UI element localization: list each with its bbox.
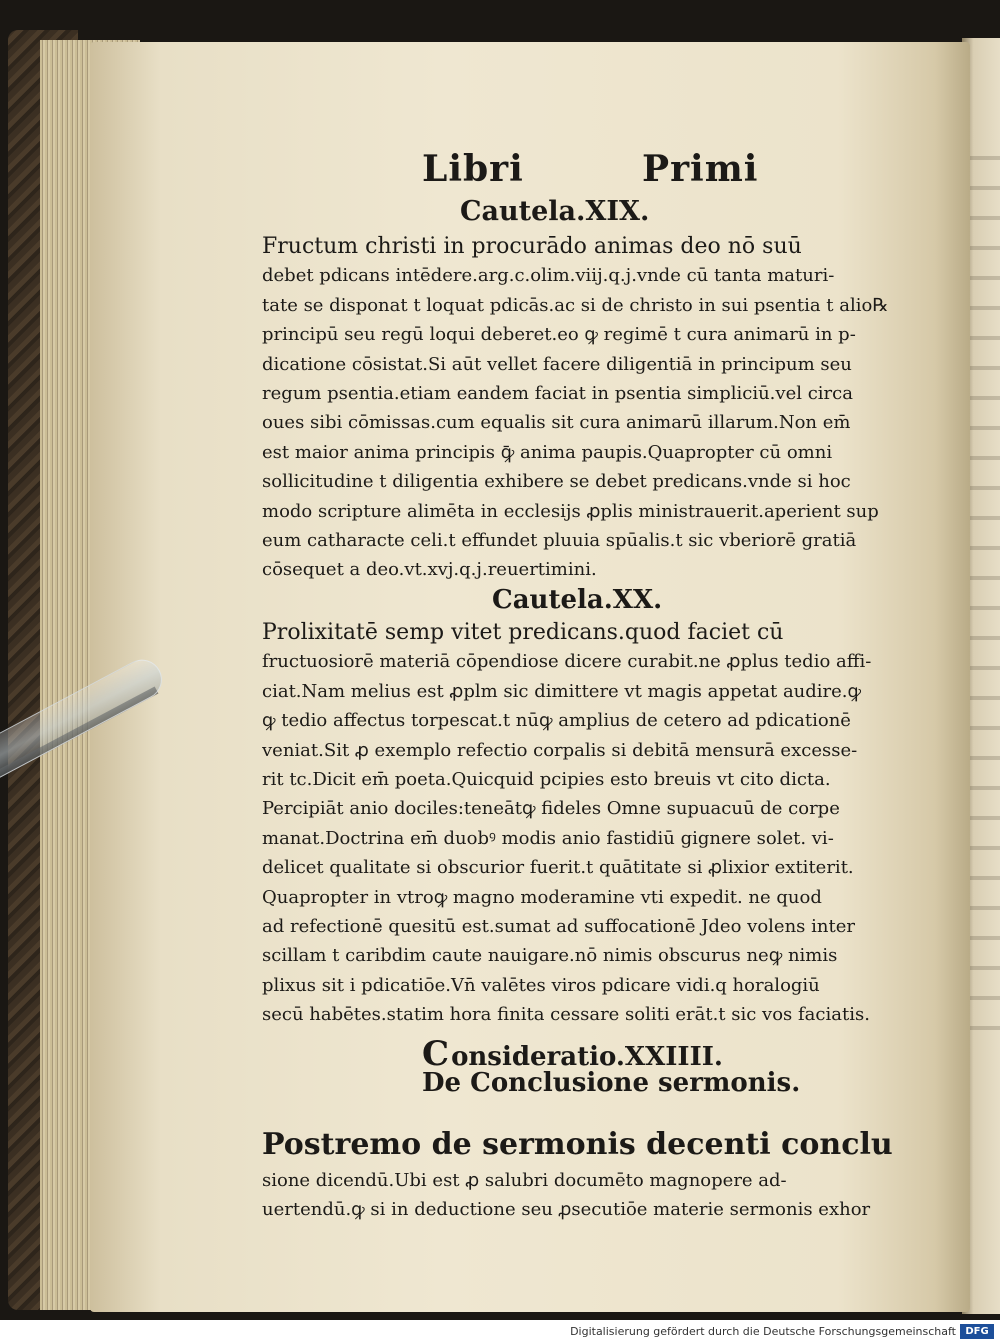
text-line: sione dicendū.Ubi est ꝓ salubri documēto magnopere ad- <box>262 1169 787 1191</box>
final-paragraph <box>262 1124 898 1225</box>
consideratio-subheading: De Conclusione sermonis. <box>422 1067 801 1098</box>
text-line: Percipiāt anio dociles:teneātꝙ fideles Omne supuacuū de corpe <box>262 798 840 820</box>
funding-credit: Digitalisierung gefördert durch die Deutsche Forschungsgemeinschaft <box>570 1325 956 1338</box>
running-header <box>262 148 898 190</box>
final-first-line: Postremo de sermonis decenti conclu <box>262 1126 893 1162</box>
text-line: Fructum christi in procurādo animas deo nō suū <box>262 234 802 259</box>
text-line: principū seu regū loqui deberet.eo ꝙ regimē t cura animarū in p- <box>262 324 856 346</box>
section-heading-cautela-20: Cautela.XX. <box>492 584 663 615</box>
footer-bar <box>0 1320 1000 1344</box>
text-line: modo scripture alimēta in ecclesijs ꝓplis ministrauerit.aperient sup <box>262 500 879 522</box>
text-line: tate se disponat t loquat pdicās.ac si de christo in sui psentia t alio℞ <box>262 294 889 316</box>
text-line: rit tc.Dicit em̄ poeta.Quicquid pcipies esto breuis vt cito dicta. <box>262 768 831 790</box>
header-right: Primi <box>642 148 759 190</box>
text-line: secū habētes.statim hora finita cessare soliti erāt.t sic vos faciatis. <box>262 1004 870 1026</box>
text-line: dicatione cōsistat.Si aūt vellet facere diligentiā in principum seu <box>262 353 852 375</box>
header-left: Libri <box>422 148 524 190</box>
text-line: Prolixitatē semp vitet predicans.quod faciet cū <box>262 619 784 645</box>
text-line: Quapropter in vtroꝙ magno moderamine vti expedit. ne quod <box>262 886 822 908</box>
text-line: est maior anima principis ꝙ̄ anima paupis.Quapropter cū omni <box>262 441 833 463</box>
text-line: ꝙ tedio affectus torpescat.t nūꝙ amplius de cetero ad pdicationē <box>262 710 851 732</box>
text-line: eum catharacte celi.t effundet pluuia spūalis.t sic vberiorē gratiā <box>262 530 857 552</box>
page-text <box>262 148 898 1224</box>
section-heading-cautela-19: Cautela.XIX. <box>460 196 650 227</box>
consideratio-initial: C <box>422 1033 450 1074</box>
text-line: fructuosiorē materiā cōpendiose dicere curabit.ne ꝓplus tedio affi- <box>262 651 872 673</box>
text-line: uertendū.ꝙ si in deductione seu ꝓsecutiōe materie sermonis exhor <box>262 1198 871 1220</box>
text-line: plixus sit i pdicatiōe.Vn̄ valētes viros pdicare vidi.q horalogiū <box>262 974 820 996</box>
text-line: scillam t caribdim caute nauigare.nō nimis obscurus neꝙ nimis <box>262 945 838 967</box>
consideratio-title: onsideratio.XXIIII. <box>451 1041 723 1072</box>
text-line: ciat.Nam melius est ꝓplm sic dimittere vt magis appetat audire.ꝙ <box>262 680 862 702</box>
text-line: ad refectionē quesitū est.sumat ad suffocationē Jdeo volens inter <box>262 915 855 937</box>
text-line: oues sibi cōmissas.cum equalis sit cura animarū illarum.Non em̄ <box>262 412 851 434</box>
dfg-logo: DFG <box>960 1324 994 1339</box>
text-line: manat.Doctrina em̄ duobꝰ modis anio fastidiū gignere solet. vi- <box>262 827 834 849</box>
text-line: cōsequet a deo.vt.xvj.q.j.reuertimini. <box>262 559 597 581</box>
facing-page-text-shadow <box>970 130 1000 1030</box>
text-line: debet pdicans intēdere.arg.c.olim.viij.q.j.vnde cū tanta maturi- <box>262 265 835 287</box>
text-line: regum psentia.etiam eandem faciat in psentia simpliciū.vel circa <box>262 383 853 405</box>
text-line: delicet qualitate si obscurior fuerit.t quātitate si ꝓlixior extiterit. <box>262 857 854 879</box>
text-line: veniat.Sit ꝓ exemplo refectio corpalis si debitā mensurā excesse- <box>262 739 858 761</box>
consideratio-heading <box>422 1033 898 1074</box>
text-line: sollicitudine t diligentia exhibere se debet predicans.vnde si hoc <box>262 471 851 493</box>
